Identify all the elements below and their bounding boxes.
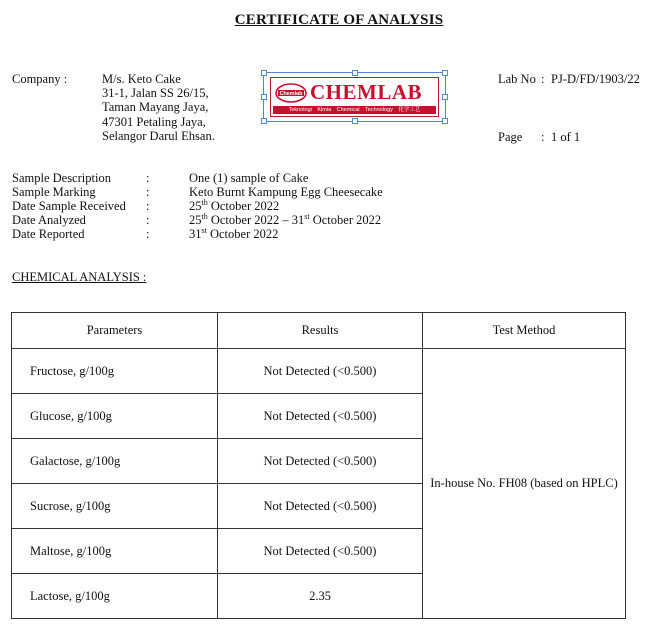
- table-header-row: [12, 313, 626, 349]
- sample-description-label: Sample Description: [12, 171, 111, 185]
- date-received-row: [12, 199, 632, 213]
- result-cell: Not Detected (<0.500): [218, 484, 423, 529]
- header-test-method: Test Method: [423, 313, 626, 349]
- page-sep: :: [541, 130, 545, 144]
- test-method-cell: In-house No. FH08 (based on HPLC): [423, 349, 626, 619]
- address-line-4: Selangor Darul Ehsan.: [102, 128, 215, 143]
- table-row: [12, 349, 626, 394]
- lab-no-label: Lab No: [498, 72, 536, 86]
- page-value: 1 of 1: [551, 130, 581, 144]
- parameter-cell: Lactose, g/100g: [12, 574, 218, 619]
- parameter-cell: Maltose, g/100g: [12, 529, 218, 574]
- date-reported-sep: :: [146, 227, 150, 241]
- lab-no-value: PJ-D/FD/1903/22: [551, 72, 640, 86]
- section-heading: CHEMICAL ANALYSIS :: [12, 270, 147, 284]
- parameter-cell: Fructose, g/100g: [12, 349, 218, 394]
- address-line-2: Taman Mayang Jaya,: [102, 100, 209, 115]
- date-reported-label: Date Reported: [12, 227, 85, 241]
- parameter-cell: Glucose, g/100g: [12, 394, 218, 439]
- results-table: [11, 312, 626, 619]
- resize-handle[interactable]: [442, 94, 448, 100]
- date-received-label: Date Sample Received: [12, 199, 126, 213]
- chemlab-emblem-icon: [275, 83, 307, 103]
- resize-handle[interactable]: [352, 70, 358, 76]
- logo-name: CHEMLAB: [310, 80, 423, 104]
- date-received-value: 25th October 2022: [189, 197, 280, 213]
- resize-handle[interactable]: [261, 94, 267, 100]
- sample-description-value: One (1) sample of Cake: [189, 171, 309, 185]
- result-cell: Not Detected (<0.500): [218, 529, 423, 574]
- logo-tagline: Teknologi Kimia Chemical Technology 化学工艺: [273, 106, 436, 114]
- header-parameters: Parameters: [12, 313, 218, 349]
- company-address: [102, 72, 215, 143]
- date-reported-row: [12, 227, 632, 241]
- sample-marking-label: Sample Marking: [12, 185, 96, 199]
- logo-frame: [270, 77, 439, 117]
- parameter-cell: Sucrose, g/100g: [12, 484, 218, 529]
- resize-handle[interactable]: [261, 118, 267, 124]
- resize-handle[interactable]: [442, 70, 448, 76]
- date-analyzed-sep: :: [146, 213, 150, 227]
- sample-marking-sep: :: [146, 185, 150, 199]
- resize-handle[interactable]: [442, 118, 448, 124]
- date-reported-value: 31st October 2022: [189, 225, 279, 241]
- parameter-cell: Galactose, g/100g: [12, 439, 218, 484]
- date-analyzed-row: [12, 213, 632, 227]
- date-received-sep: :: [146, 199, 150, 213]
- address-line-3: 47301 Petaling Jaya,: [102, 114, 206, 129]
- lab-no-sep: :: [541, 72, 545, 86]
- result-cell: 2.35: [218, 574, 423, 619]
- emblem-text: Chemlab: [279, 91, 303, 97]
- company-label: Company :: [12, 72, 68, 86]
- page-label: Page: [498, 130, 523, 144]
- sample-marking-value: Keto Burnt Kampung Egg Cheesecake: [189, 185, 383, 199]
- date-analyzed-value: 25th October 2022 – 31st October 2022: [189, 211, 382, 227]
- result-cell: Not Detected (<0.500): [218, 439, 423, 484]
- result-cell: Not Detected (<0.500): [218, 394, 423, 439]
- resize-handle[interactable]: [352, 118, 358, 124]
- sample-marking-row: [12, 185, 632, 199]
- resize-handle[interactable]: [261, 70, 267, 76]
- header-results: Results: [218, 313, 423, 349]
- sample-description-sep: :: [146, 171, 150, 185]
- document-title: CERTIFICATE OF ANALYSIS: [234, 12, 444, 28]
- result-cell: Not Detected (<0.500): [218, 349, 423, 394]
- date-analyzed-label: Date Analyzed: [12, 213, 86, 227]
- address-line-1: 31-1, Jalan SS 26/15,: [102, 86, 209, 101]
- company-name: M/s. Keto Cake: [102, 72, 181, 86]
- sample-description-row: [12, 171, 632, 185]
- chemlab-logo-image[interactable]: [263, 72, 446, 122]
